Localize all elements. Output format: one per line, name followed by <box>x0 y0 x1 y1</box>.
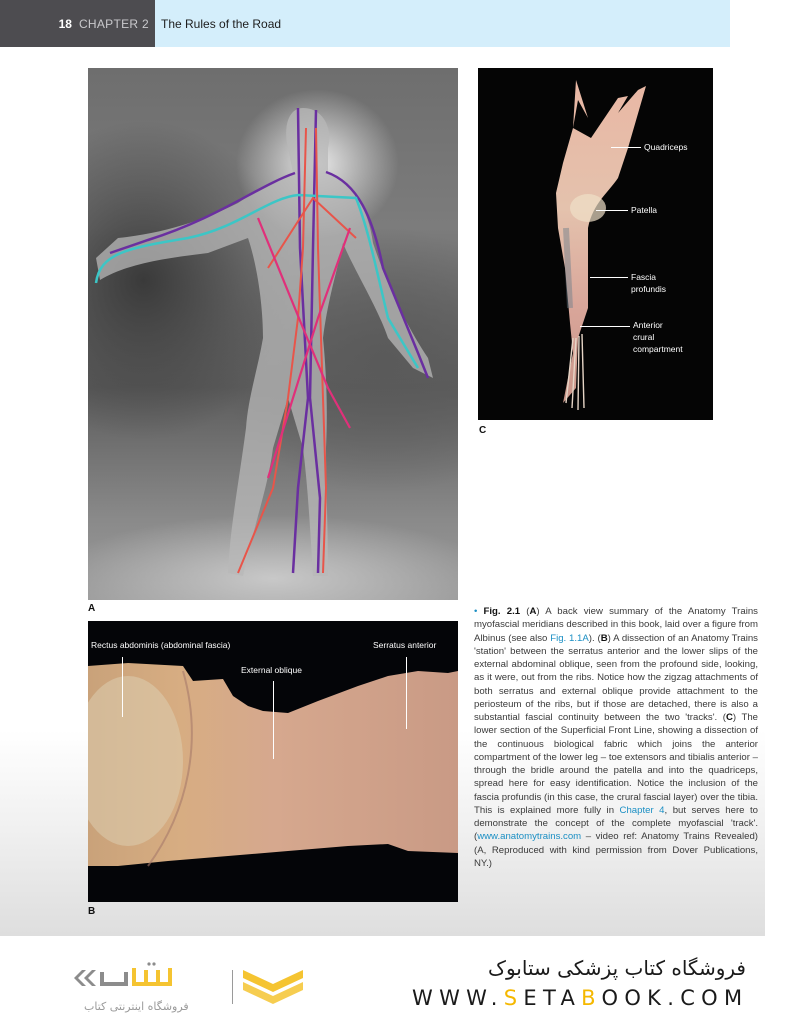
leader-anterior-crural <box>580 326 630 327</box>
caption-text-a: ) A back view summary of the Anatomy Trains myofascial meridians described in this book, laid over a figure from Albinus (see also <box>474 606 758 644</box>
running-title-band <box>155 0 730 47</box>
panel-letter-b: B <box>88 906 96 917</box>
leg-dissection-image <box>478 68 713 420</box>
caption-fig-label: Fig. 2.1 <box>483 606 521 617</box>
leader-fascia-profundis <box>590 277 628 278</box>
url-accent-b: B <box>581 986 602 1010</box>
leader-rectus-abdominis <box>122 657 123 717</box>
leader-quadriceps <box>611 147 641 148</box>
caption-paren: ( <box>717 712 726 723</box>
figure-panel-c-dissection-leg <box>478 68 713 420</box>
label-fascia-line2: profundis <box>631 284 666 294</box>
url-part: WWW. <box>412 986 504 1010</box>
store-url[interactable] <box>412 986 748 1010</box>
label-anterior-line3: compartment <box>633 344 683 354</box>
caption-text-c2: , but serves here to demonstrate the concept of the complete myofascial 'track'. ( <box>474 804 759 843</box>
url-part: ETA <box>523 986 582 1010</box>
caption-letter-c: C <box>725 712 733 723</box>
url-part: OOK.COM <box>601 986 749 1010</box>
chapter-header-band <box>0 0 155 47</box>
label-fascia-line1: Fascia <box>631 272 657 282</box>
label-external-oblique: External oblique <box>241 665 302 675</box>
figure-caption <box>474 605 758 870</box>
caption-letter-a: A <box>529 606 537 617</box>
link-anatomytrains[interactable]: www.anatomytrains.com <box>477 831 582 843</box>
caption-bullet: • <box>474 606 478 617</box>
caption-text-c: ) The lower section of the Superficial Front Line, showing a dissection of the continuous biological fabric which joins the anterior compartment of the lower leg – toe extensors and tibialis anterior – through the bridle around the patella and into the quadriceps, spread here for easy identification. Notice the inclusion of the fascia profundis (in this case, the crural fascial layer) over the tibia. This is explained more fully in <box>474 712 758 816</box>
abdominal-dissection-image <box>88 621 458 902</box>
logo-subtitle: فروشگاه اینترنتی کتاب <box>84 1000 189 1013</box>
chapter-label: CHAPTER 2 <box>78 16 149 31</box>
label-patella: Patella <box>631 205 657 215</box>
leader-patella <box>596 210 628 211</box>
caption-paren: ( <box>526 606 530 617</box>
caption-paren: ). <box>588 632 595 644</box>
page-number: 18 <box>58 16 72 31</box>
caption-paren: ( <box>594 632 601 644</box>
running-title: The Rules of the Road <box>161 16 282 31</box>
meridian-lines-illustration <box>88 68 458 600</box>
figure-panel-a-albinus-engraving <box>88 68 458 600</box>
figure-panel-b-dissection-abdominal <box>88 621 458 902</box>
label-rectus-abdominis: Rectus abdominis (abdominal fascia) <box>91 640 231 650</box>
panel-letter-a: A <box>88 603 96 614</box>
store-title-persian: فروشگاه کتاب پزشکی ستابوک <box>488 956 746 980</box>
xref-fig-1-1a[interactable]: Fig. 1.1A <box>550 632 589 644</box>
label-quadriceps: Quadriceps <box>644 142 688 152</box>
caption-text-b: ) A dissection of an Anatomy Trains 'station' between the serratus anterior and the lower slips of the external abdominal oblique, seen from the profound side, looking, as it were, out from the ribs. Notice how the zigzag attachments of both serratus and external oblique provide attachment to the periosteum of the ribs, but if those are detached, there is also a substantial fascial continuity between the two 'tracks'. <box>474 632 758 723</box>
leader-external-oblique <box>273 681 274 759</box>
panel-letter-c: C <box>479 425 487 436</box>
leader-serratus-anterior <box>406 657 407 729</box>
caption-tail: – video ref: Anatomy Trains Revealed) (A, Reproduced with kind permission from Dover Publications, NY.) <box>474 831 758 869</box>
label-anterior-line1: Anterior <box>633 320 663 330</box>
caption-letter-b: B <box>600 632 608 644</box>
label-anterior-line2: crural <box>633 332 655 342</box>
xref-chapter-4[interactable]: Chapter 4 <box>619 804 665 816</box>
label-serratus-anterior: Serratus anterior <box>373 640 437 650</box>
url-accent-s: S <box>503 986 524 1010</box>
